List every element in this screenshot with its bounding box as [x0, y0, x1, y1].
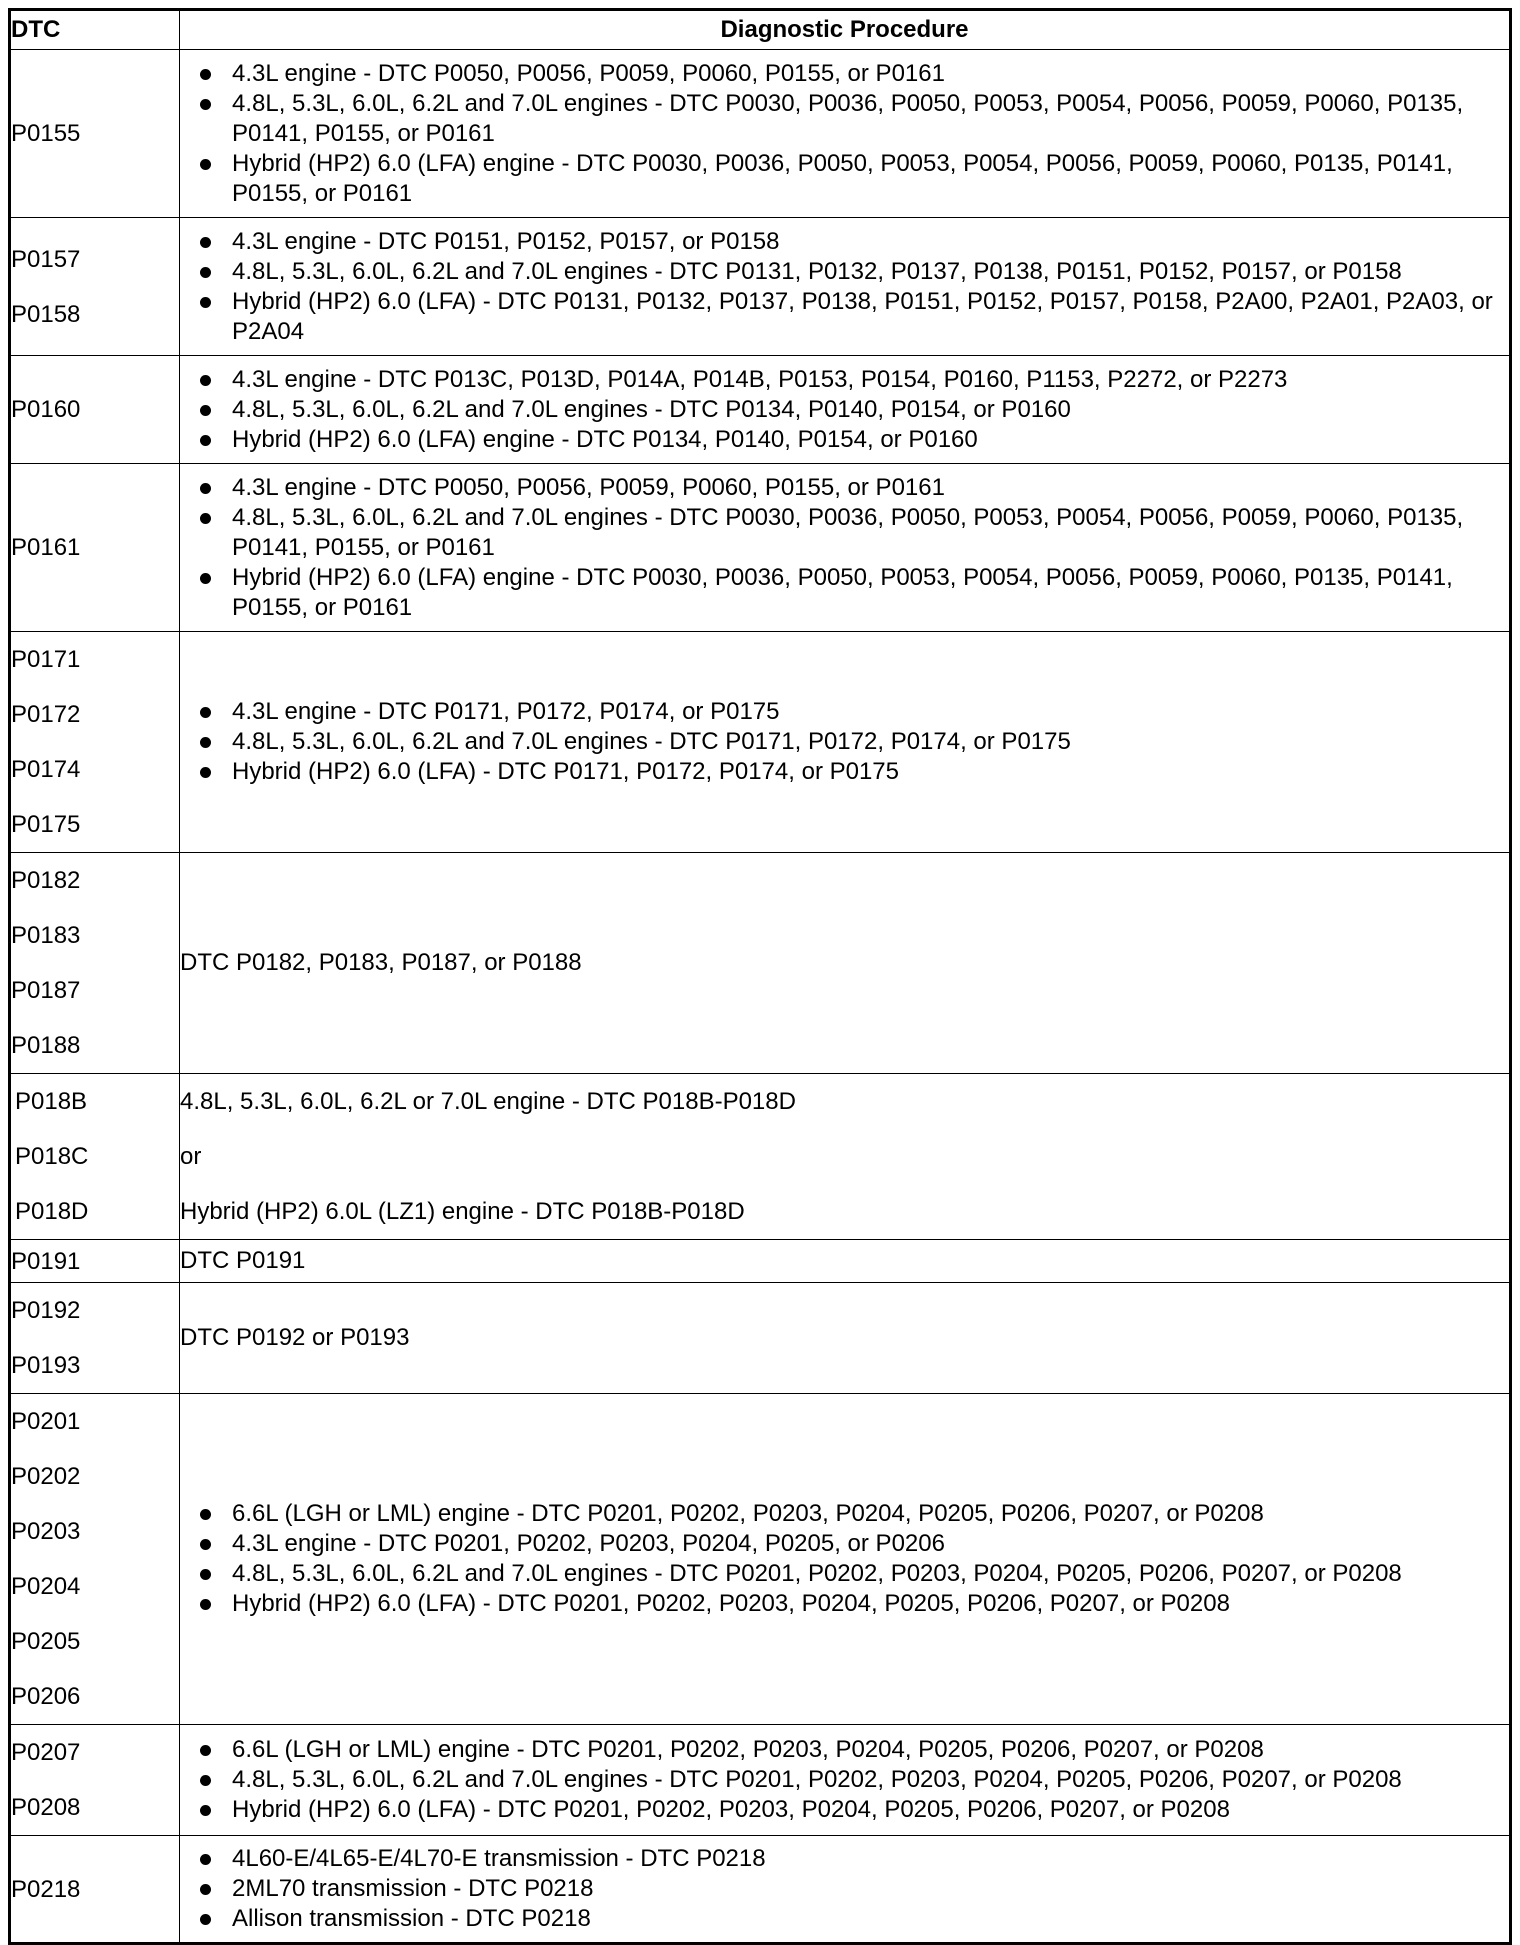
procedure-cell — [180, 1836, 1511, 1944]
procedure-column-header: Diagnostic Procedure — [180, 10, 1511, 50]
table-row — [10, 218, 1511, 356]
table-row — [10, 356, 1511, 464]
procedure-cell — [180, 1725, 1511, 1836]
dtc-code: P0183 — [11, 922, 81, 949]
procedure-cell — [180, 1394, 1511, 1725]
dtc-code: P0208 — [11, 1794, 81, 1821]
dtc-code: P0218 — [11, 1875, 81, 1903]
procedure-text: DTC P0182, P0183, P0187, or P0188 — [180, 949, 582, 976]
procedure-item: Allison transmission - DTC P0218 — [180, 1904, 1509, 1934]
procedure-cell — [180, 356, 1511, 464]
procedure-cell — [180, 50, 1511, 218]
procedure-text: DTC P0192 or P0193 — [180, 1324, 410, 1351]
dtc-code: P0191 — [11, 1247, 81, 1275]
dtc-code-cell — [10, 632, 180, 853]
dtc-code: P018B — [15, 1088, 88, 1115]
procedure-item: 4.3L engine - DTC P0201, P0202, P0203, P0204, P0205, or P0206 — [180, 1529, 1509, 1559]
procedure-item: 6.6L (LGH or LML) engine - DTC P0201, P0202, P0203, P0204, P0205, P0206, P0207, or P0208 — [180, 1735, 1509, 1765]
dtc-column-header: DTC — [10, 10, 180, 50]
procedure-item: 6.6L (LGH or LML) engine - DTC P0201, P0202, P0203, P0204, P0205, P0206, P0207, or P0208 — [180, 1499, 1509, 1529]
procedure-item: 4.3L engine - DTC P0050, P0056, P0059, P0060, P0155, or P0161 — [180, 473, 1509, 503]
dtc-code: P0160 — [11, 396, 81, 423]
procedure-list — [180, 697, 1509, 787]
procedure-item: 4.8L, 5.3L, 6.0L, 6.2L and 7.0L engines - DTC P0030, P0036, P0050, P0053, P0054, P0056, P0059, P0060, P0135, P0141, P0155, or P0161 — [180, 503, 1509, 563]
procedure-cell — [180, 218, 1511, 356]
table-row — [10, 1394, 1511, 1725]
dtc-code: P0188 — [11, 1032, 81, 1059]
dtc-code-cell — [10, 1240, 180, 1283]
dtc-code-cell — [10, 853, 180, 1074]
procedure-item: Hybrid (HP2) 6.0 (LFA) - DTC P0171, P0172, P0174, or P0175 — [180, 757, 1509, 787]
procedure-list — [180, 1499, 1509, 1619]
dtc-code-cell — [10, 1836, 180, 1944]
procedure-item: Hybrid (HP2) 6.0 (LFA) - DTC P0201, P0202, P0203, P0204, P0205, P0206, P0207, or P0208 — [180, 1795, 1509, 1825]
dtc-code: P0174 — [11, 756, 81, 783]
procedure-list — [180, 1735, 1509, 1825]
procedure-item: 4.8L, 5.3L, 6.0L, 6.2L and 7.0L engines - DTC P0201, P0202, P0203, P0204, P0205, P0206, P0207, or P0208 — [180, 1765, 1509, 1795]
dtc-code: P0161 — [11, 534, 81, 561]
dtc-code: P018C — [15, 1143, 89, 1170]
procedure-cell — [180, 632, 1511, 853]
table-row — [10, 1836, 1511, 1944]
procedure-item: Hybrid (HP2) 6.0 (LFA) - DTC P0131, P0132, P0137, P0138, P0151, P0152, P0157, P0158, P2A00, P2A01, P2A03, or P2A04 — [180, 287, 1509, 347]
dtc-code: P0202 — [11, 1463, 81, 1490]
procedure-list — [180, 365, 1509, 455]
procedure-list — [180, 59, 1509, 209]
header-row — [10, 10, 1511, 50]
procedure-cell — [180, 1240, 1511, 1283]
procedure-item: Hybrid (HP2) 6.0 (LFA) - DTC P0201, P0202, P0203, P0204, P0205, P0206, P0207, or P0208 — [180, 1589, 1509, 1619]
procedure-line: 4.8L, 5.3L, 6.0L, 6.2L or 7.0L engine - DTC P018B-P018D — [180, 1088, 796, 1115]
dtc-code: P0207 — [11, 1739, 81, 1766]
dtc-code: P0157 — [11, 245, 81, 273]
dtc-code: P0205 — [11, 1628, 81, 1655]
table-row — [10, 632, 1511, 853]
dtc-code-cell — [10, 1394, 180, 1725]
dtc-code: P0175 — [11, 811, 81, 838]
procedure-item: 4.8L, 5.3L, 6.0L, 6.2L and 7.0L engines - DTC P0171, P0172, P0174, or P0175 — [180, 727, 1509, 757]
procedure-item: 4.8L, 5.3L, 6.0L, 6.2L and 7.0L engines - DTC P0134, P0140, P0154, or P0160 — [180, 395, 1509, 425]
procedure-list — [180, 473, 1509, 623]
dtc-table — [8, 8, 1512, 1945]
dtc-code: P0155 — [11, 120, 81, 147]
table-row — [10, 1074, 1511, 1240]
dtc-code-cell — [10, 50, 180, 218]
dtc-code: P0158 — [11, 300, 81, 328]
dtc-code: P0206 — [11, 1683, 81, 1710]
dtc-code-cell — [10, 356, 180, 464]
table-row — [10, 1725, 1511, 1836]
procedure-item: 4.3L engine - DTC P0171, P0172, P0174, or P0175 — [180, 697, 1509, 727]
dtc-code: P018D — [15, 1198, 89, 1225]
dtc-code: P0193 — [11, 1352, 81, 1379]
dtc-code-cell — [10, 218, 180, 356]
procedure-item: 4.3L engine - DTC P013C, P013D, P014A, P014B, P0153, P0154, P0160, P1153, P2272, or P2273 — [180, 365, 1509, 395]
procedure-item: Hybrid (HP2) 6.0 (LFA) engine - DTC P0030, P0036, P0050, P0053, P0054, P0056, P0059, P0060, P0135, P0141, P0155, or P0161 — [180, 149, 1509, 209]
procedure-line: Hybrid (HP2) 6.0L (LZ1) engine - DTC P018B-P018D — [180, 1198, 745, 1225]
procedure-item: 4.8L, 5.3L, 6.0L, 6.2L and 7.0L engines - DTC P0201, P0202, P0203, P0204, P0205, P0206, P0207, or P0208 — [180, 1559, 1509, 1589]
dtc-code: P0172 — [11, 701, 81, 728]
table-row — [10, 853, 1511, 1074]
dtc-code-cell — [10, 1283, 180, 1394]
dtc-code: P0201 — [11, 1408, 81, 1435]
dtc-code: P0203 — [11, 1518, 81, 1545]
procedure-list — [180, 1844, 1509, 1934]
dtc-code-cell — [10, 1725, 180, 1836]
procedure-item: Hybrid (HP2) 6.0 (LFA) engine - DTC P0134, P0140, P0154, or P0160 — [180, 425, 1509, 455]
table-row — [10, 1240, 1511, 1283]
procedure-item: 4L60-E/4L65-E/4L70-E transmission - DTC P0218 — [180, 1844, 1509, 1874]
procedure-line: or — [180, 1143, 202, 1170]
table-row — [10, 1283, 1511, 1394]
procedure-item: 4.3L engine - DTC P0151, P0152, P0157, or P0158 — [180, 227, 1509, 257]
procedure-cell — [180, 464, 1511, 632]
dtc-code-cell — [10, 1074, 180, 1240]
dtc-code-cell — [10, 464, 180, 632]
procedure-list — [180, 227, 1509, 347]
procedure-cell — [180, 1283, 1511, 1394]
dtc-code: P0192 — [11, 1297, 81, 1324]
dtc-code: P0171 — [11, 646, 81, 673]
procedure-item: Hybrid (HP2) 6.0 (LFA) engine - DTC P0030, P0036, P0050, P0053, P0054, P0056, P0059, P0060, P0135, P0141, P0155, or P0161 — [180, 563, 1509, 623]
procedure-text: DTC P0191 — [180, 1247, 306, 1274]
dtc-code: P0182 — [11, 867, 81, 894]
procedure-cell — [180, 853, 1511, 1074]
procedure-item: 4.8L, 5.3L, 6.0L, 6.2L and 7.0L engines - DTC P0030, P0036, P0050, P0053, P0054, P0056, P0059, P0060, P0135, P0141, P0155, or P0161 — [180, 89, 1509, 149]
procedure-cell — [180, 1074, 1511, 1240]
dtc-code: P0204 — [11, 1573, 81, 1600]
dtc-code: P0187 — [11, 977, 81, 1004]
procedure-item: 4.3L engine - DTC P0050, P0056, P0059, P0060, P0155, or P0161 — [180, 59, 1509, 89]
table-row — [10, 464, 1511, 632]
procedure-item: 4.8L, 5.3L, 6.0L, 6.2L and 7.0L engines - DTC P0131, P0132, P0137, P0138, P0151, P0152, P0157, or P0158 — [180, 257, 1509, 287]
table-row — [10, 50, 1511, 218]
procedure-item: 2ML70 transmission - DTC P0218 — [180, 1874, 1509, 1904]
